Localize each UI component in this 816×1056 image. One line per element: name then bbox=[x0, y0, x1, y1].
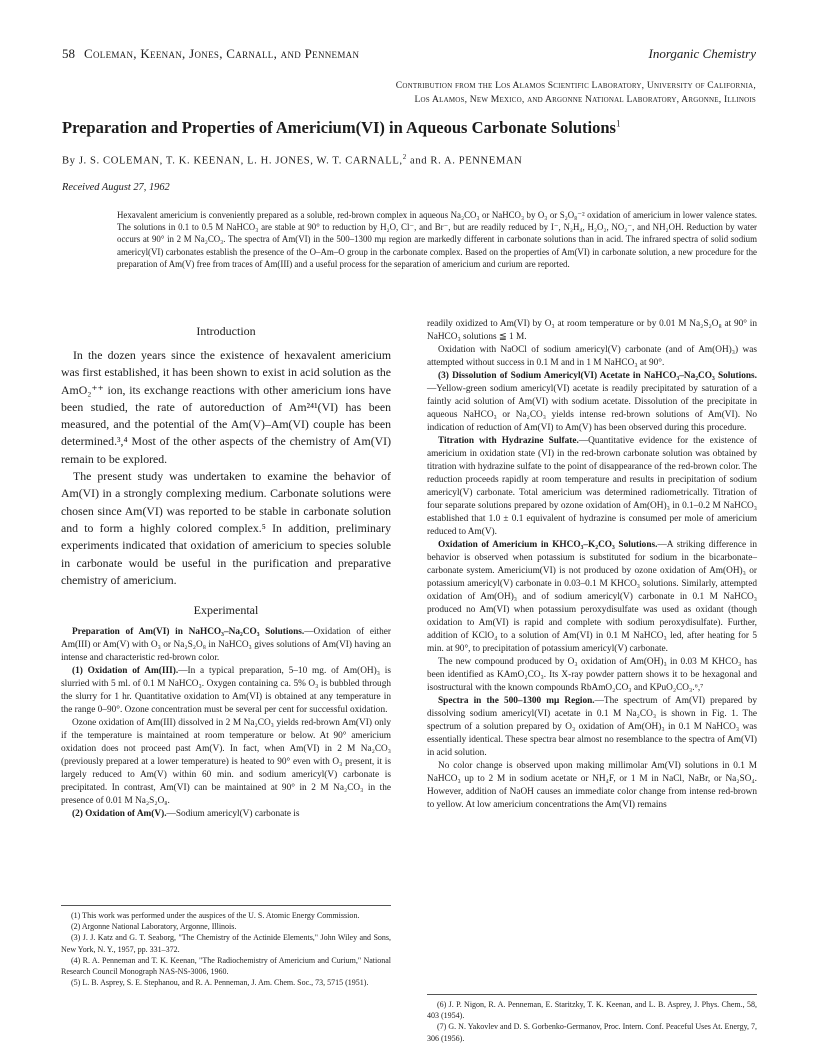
titration-text: —Quantitative evidence for the existence of americium in oxidation state (VI) in the red-brown carbonate solution was obtained by titration with hydrazine sulfate to the point of disappearance of the red-brown color. The reduction proceeds rapidly at room temperature and results in precipitation of sodium americyl(V) carbonate. Total americium was determined radiometrically. Titration of four separate solutions prepared by ozone oxidation of Am(OH)₃ in 0.1–0.2 M NaHCO₃ established that 1.0 ± 0.1 equivalent of hydrazine is consumed per mole of americium reduced to Am(V). bbox=[427, 436, 757, 537]
potassium-title: Oxidation of Americium in KHCO₃–K₂CO₃ Solutions. bbox=[438, 540, 658, 550]
footnote-2: (2) Argonne National Laboratory, Argonne, Illinois. bbox=[71, 922, 237, 932]
footnotes-left bbox=[61, 905, 391, 988]
spectra-paragraph bbox=[427, 695, 757, 760]
byline-last-author: R. A. PENNEMAN bbox=[430, 155, 523, 167]
right-column bbox=[427, 318, 757, 812]
titration-paragraph bbox=[427, 435, 757, 539]
right-column-body bbox=[427, 318, 757, 812]
oxidation-am3-title: (1) Oxidation of Am(III). bbox=[72, 666, 179, 677]
experimental-body bbox=[61, 626, 391, 821]
experimental-heading: Experimental bbox=[193, 603, 259, 618]
intro-paragraph-2: The present study was undertaken to examine the behavior of Am(VI) in a strongly complexing medium. Carbonate solutions were chosen since Am(VI) was reported to be stable in carbonate solution and to form a highly colored complex.⁵ In addition, preliminary experiments indicated that oxidation of americium to species soluble in carbonate would be useful in the purification and preparative chemistry of americium. bbox=[61, 469, 391, 587]
ozone-paragraph: Ozone oxidation of Am(III) dissolved in 2 M Na₂CO₃ yields red-brown Am(VI) only if the temperature is maintained at room temperature or below. At 90° americium oxidation does not proceed past Am(V). In fact, when Am(VI) in 2 M Na₂CO₃ (previously prepared at a lower temperature) is heated to 90° even with O₃ present, it is largely reduced to Am(V) within 60 min. and sodium americyl(V) carbonate is precipitated. In contrast, Am(VI) can be maintained at 90° in 2 M Na₂CO₃ in the presence of 0.01 M Na₂S₂O₈. bbox=[61, 718, 391, 807]
running-authors: Coleman, Keenan, Jones, Carnall, and Penneman bbox=[84, 46, 360, 61]
byline-and: and bbox=[410, 155, 428, 167]
spectra-text: —The spectrum of Am(VI) prepared by dissolving sodium americyl(VI) acetate in 0.1 M Na₂CO₃ is shown in Fig. 1. The spectrum of a solution prepared by O₃ oxidation of Am(OH)₃ in 0.1 M NaHCO₃ was essentially identical. These spectra bear almost no resemblance to the spectra of Am(VI) in acid solution. bbox=[427, 696, 757, 758]
byline-prefix: By bbox=[62, 155, 76, 167]
right-paragraph-1: readily oxidized to Am(VI) by O₃ at room temperature or by 0.01 M Na₂S₂O₈ at 90° in NaHCO₃ solutions ≦ 1 M. bbox=[427, 319, 757, 342]
potassium-text: —A striking difference in behavior is observed when potassium is substituted for sodium in the bicarbonate–carbonate system. Americium(VI) is not produced by ozone oxidation of Am(OH)₃ or potassium americyl(V) carbonate in 0.03–0.1 M KHCO₃ solutions. Similarly, attempted oxidation of Am(OH)₃ and of sodium americyl(V) carbonate in 0.1 M NaHCO₃ produced no Am(VI) when potassium peroxydisulfate was used as oxidant (though oxidation to Am(VI) is rapid and complete with sodium peroxydisulfate). Further, addition of KClO₄ to a solution of Am(VI) in 0.1 M NaHCO₃ led, after heating for 5 min. at 90°, to precipitation of potassium americyl(V) carbonate. bbox=[427, 540, 757, 654]
footnote-6: (6) J. P. Nigon, R. A. Penneman, E. Staritzky, T. K. Keenan, and L. B. Asprey, J. Phys. Chem., 58, 403 (1954). bbox=[427, 1000, 757, 1021]
titration-title: Titration with Hydrazine Sulfate. bbox=[438, 436, 579, 446]
prep-paragraph bbox=[61, 626, 391, 665]
received-date: Received August 27, 1962 bbox=[62, 182, 170, 193]
new-compound-paragraph: The new compound produced by O₃ oxidation of Am(OH)₃ in 0.03 M KHCO₃ has been identified as KAmO₂CO₃. Its X-ray powder pattern shows it to be hexagonal and isostructural with the known compounds RbAmO₂CO₃ and KPuO₂CO₃.⁶,⁷ bbox=[427, 657, 757, 693]
oxidation-am3-paragraph bbox=[61, 665, 391, 717]
footnote-4: (4) R. A. Penneman and T. K. Keenan, "The Radiochemistry of Americium and Curium," National Research Council Monograph NAS-NS-3006, 1960. bbox=[61, 955, 391, 977]
footnote-5: (5) L. B. Asprey, S. E. Stephanou, and R. A. Penneman, J. Am. Chem. Soc., 73, 5715 (1951). bbox=[71, 978, 369, 988]
prep-title: Preparation of Am(VI) in NaHCO₃–Na₂CO₃ Solutions. bbox=[72, 627, 305, 638]
intro-paragraph-1: In the dozen years since the existence of hexavalent americium was first established, it has been shown to exist in acid solution as the AmO₂⁺⁺ ion, its exchange reactions with other americium ions have been studied, the rate of autoreduction of Am²⁴¹(VI) has been measured, and the potential of the Am(V)–Am(VI) couple has been determined.³,⁴ Most of the other aspects of the chemistry of Am(VI) remain to be explored. bbox=[61, 348, 391, 466]
footnote-7: (7) G. N. Yakovlev and D. S. Gorbenko-Germanov, Proc. Intern. Conf. Peaceful Uses At. Energy, 7, 306 (1956). bbox=[427, 1022, 757, 1043]
title-text: Preparation and Properties of Americium(VI) in Aqueous Carbonate Solutions bbox=[62, 118, 616, 137]
footnote-3: (3) J. J. Katz and G. T. Seaborg, "The Chemistry of the Actinide Elements," John Wiley and Sons, New York, N. Y., 1957, pp. 331–372. bbox=[61, 933, 391, 954]
acetate-text: —Yellow-green sodium americyl(VI) acetate is readily precipitated by saturation of a faintly acid solution of Am(VI) with sodium acetate. Dissolution of the precipitate in aqueous NaHCO₃ or Na₂CO₃ yields intense red-brown solutions of Am(VI). No indication of reduction of Am(VI) to Am(V) has been observed during this procedure. bbox=[427, 384, 757, 433]
article-title bbox=[62, 118, 762, 138]
oxidation-am5-text: —Sodium americyl(V) carbonate is bbox=[166, 809, 300, 820]
oxidation-am5-paragraph bbox=[61, 808, 391, 821]
spectra-title: Spectra in the 500–1300 mμ Region. bbox=[438, 696, 595, 706]
footnote-1: (1) This work was performed under the auspices of the U. S. Atomic Energy Commission. bbox=[71, 911, 360, 920]
introduction-body bbox=[61, 347, 391, 589]
page-number: 58 bbox=[62, 46, 75, 61]
contribution-line-2: Los Alamos, New Mexico, and Argonne National Laboratory, Argonne, Illinois bbox=[414, 94, 756, 105]
right-paragraph-2: Oxidation with NaOCl of sodium americyl(V) carbonate (and of Am(OH)₃) was attempted without success in 0.1 M and in 1 M NaHCO₃ at 90°. bbox=[427, 345, 757, 368]
contribution-line-1: Contribution from the Los Alamos Scientific Laboratory, University of California, bbox=[395, 80, 756, 91]
introduction-heading: Introduction bbox=[196, 324, 256, 338]
oxidation-am3-text: —In a typical preparation, 5–10 mg. of Am(OH)₃ is slurried with 5 ml. of 0.1 M NaHCO₃. Oxygen containing ca. 5% O₃ is bubbled through the slurry for 1 hr. Quantitative oxidation to Am(VI) is obtained at any temperature in the range 0–90°. Ozone concentration must be several per cent for successful oxidation. bbox=[61, 666, 391, 716]
byline-names: J. S. COLEMAN, T. K. KEENAN, L. H. JONES, W. T. CARNALL, bbox=[78, 155, 403, 167]
potassium-paragraph bbox=[427, 539, 757, 656]
oxidation-am5-title: (2) Oxidation of Am(V). bbox=[72, 809, 167, 820]
acetate-title: (3) Dissolution of Sodium Americyl(VI) Acetate in NaHCO₃–Na₂CO₃ Solutions. bbox=[438, 371, 757, 381]
left-column bbox=[61, 320, 391, 821]
abstract: Hexavalent americium is conveniently prepared as a soluble, red-brown complex in aqueous Na₂CO₃ or NaHCO₃ by O₃ or S₂O₈⁻² oxidation of americium in lower valence states. The solutions in 0.1 to 0.5 M NaHCO₃ are stable at 90° to reduction by H₂O, Cl⁻, and Br⁻, but are readily reduced by I⁻, N₂H₄, H₂O₂, NO₂⁻, and NH₂OH. Reduction by water occurs at 90° in 2 M Na₂CO₃. The spectra of Am(VI) in the 500–1300 mμ region are markedly different in carbonate solutions than in acid. The infrared spectra of solid sodium americyl(VI) carbonates establish the presence of the O–Am–O group in the carbonate complex. Based on the properties of Am(VI) in carbonate solution, a new procedure for the preparation of Am(V) free from traces of Am(III) and a useful process for the separation of americium and curium are reported. bbox=[117, 210, 757, 269]
contribution-note bbox=[196, 79, 756, 107]
acetate-paragraph bbox=[427, 370, 757, 435]
byline-note-mark: 2 bbox=[402, 153, 407, 161]
journal-name: Inorganic Chemistry bbox=[648, 46, 756, 61]
running-header bbox=[62, 46, 756, 64]
footnotes-right bbox=[427, 994, 757, 1044]
byline bbox=[62, 153, 762, 167]
color-change-paragraph: No color change is observed upon making millimolar Am(VI) solutions in 0.1 M NaHCO₃ up to 2 M in sodium acetate or NH₄F, or 1 M in NaCl, NaBr, or Na₂SO₄. However, addition of NaOH causes an immediate color change from intense red-brown to yellow. At low americium concentrations the Am(VI) remains bbox=[427, 761, 757, 810]
title-footnote-mark: 1 bbox=[615, 118, 621, 129]
prep-text: —Oxidation of either Am(III) or Am(V) with O₃ or Na₂S₂O₈ in NaHCO₃ gives solutions of Am(VI) having an intense and characteristic red-brown color. bbox=[61, 627, 391, 664]
